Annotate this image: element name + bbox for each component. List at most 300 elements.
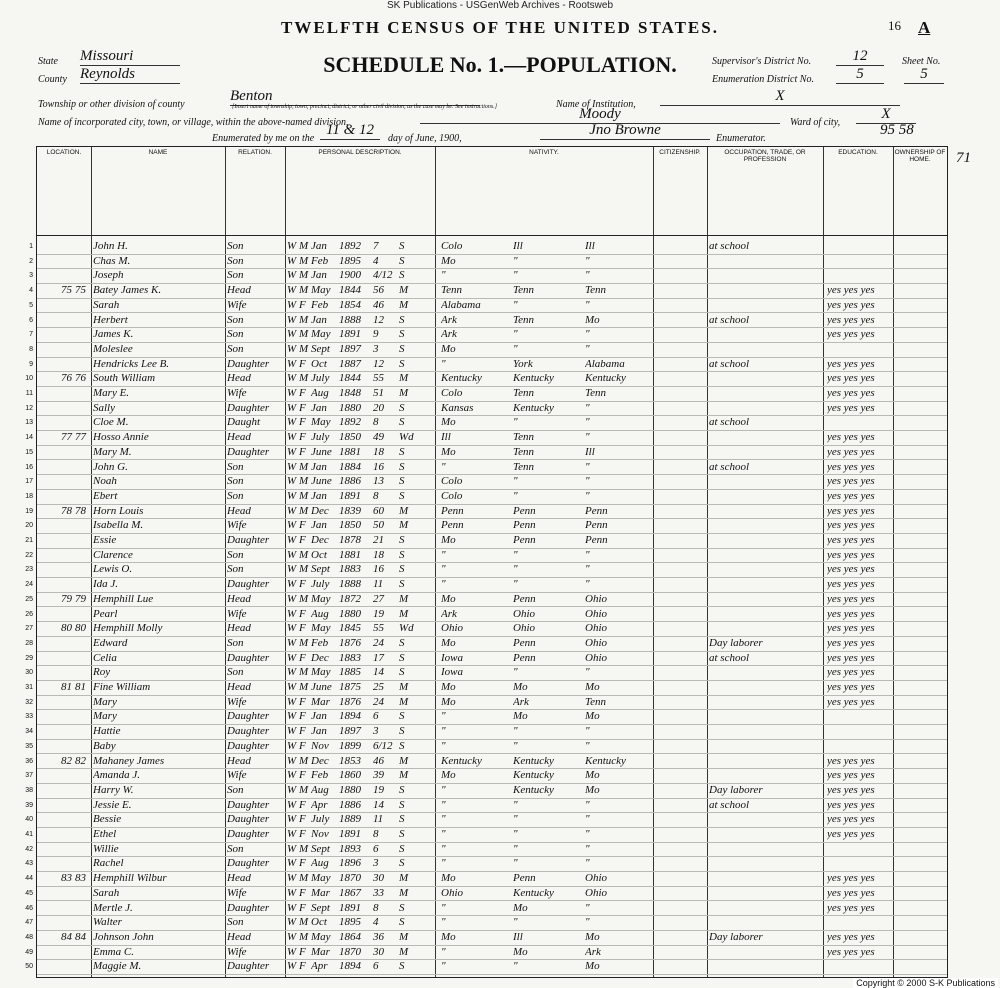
cell-birthplace: Mo bbox=[441, 681, 456, 693]
cell-birthplace: Ill bbox=[441, 431, 451, 444]
county-value: Reynolds bbox=[80, 66, 180, 84]
cell-month: Nov bbox=[311, 739, 329, 752]
cell-sex: M bbox=[299, 666, 309, 679]
table-row bbox=[25, 695, 947, 711]
cell-relation: Son bbox=[227, 783, 244, 796]
cell-year: 1891 bbox=[339, 828, 361, 840]
cell-birthplace: " bbox=[441, 960, 446, 973]
cell-month: Dec bbox=[311, 534, 329, 546]
cell-year: 1875 bbox=[339, 681, 361, 693]
cell-mother: " bbox=[585, 578, 590, 591]
cell-month: Aug bbox=[311, 857, 329, 870]
group-personal: PERSONAL DESCRIPTION. bbox=[318, 149, 402, 156]
cell-father: Ill bbox=[513, 240, 523, 252]
cell-marital: S bbox=[399, 357, 405, 370]
cell-name: Noah bbox=[93, 475, 117, 488]
cell-father: " bbox=[513, 666, 518, 679]
cell-month: June bbox=[311, 445, 332, 458]
cell-year: 1888 bbox=[339, 578, 361, 591]
cell-relation: Son bbox=[227, 916, 244, 929]
cell-mother: " bbox=[585, 798, 590, 811]
cell-father: " bbox=[513, 416, 518, 429]
table-row bbox=[25, 533, 947, 549]
cell-dwelling: 84 bbox=[61, 930, 72, 943]
cell-color: W bbox=[287, 313, 297, 326]
cell-month: July bbox=[311, 431, 330, 444]
cell-sex: F bbox=[299, 357, 306, 370]
cell-marital: M bbox=[399, 872, 409, 885]
cell-father: Kentucky bbox=[513, 401, 554, 414]
cell-month: Jan bbox=[311, 489, 327, 502]
table-row bbox=[25, 901, 947, 917]
cell-birthplace: Ohio bbox=[441, 886, 463, 899]
cell-mother: Ark bbox=[585, 945, 601, 958]
cell-marital: S bbox=[399, 666, 405, 679]
cell-marital: M bbox=[399, 945, 409, 958]
table-row bbox=[25, 518, 947, 534]
cell-year: 1883 bbox=[339, 563, 361, 576]
cell-year: 1872 bbox=[339, 592, 361, 605]
cell-sex: F bbox=[299, 798, 306, 811]
cell-sex: F bbox=[299, 725, 306, 738]
cell-no: 25 bbox=[25, 595, 33, 603]
cell-mother: Tenn bbox=[585, 284, 606, 297]
cell-year: 1839 bbox=[339, 504, 361, 517]
cell-father: " bbox=[513, 857, 518, 870]
group-ownership: OWNERSHIP OF HOME. bbox=[894, 149, 946, 163]
cell-no: 46 bbox=[25, 904, 33, 912]
cell-no: 43 bbox=[25, 860, 33, 868]
enumerator-label: Enumerator. bbox=[716, 133, 766, 144]
cell-mother: Ohio bbox=[585, 592, 607, 605]
cell-year: 1897 bbox=[339, 725, 361, 738]
cell-relation: Wife bbox=[227, 945, 247, 958]
cell-color: W bbox=[287, 960, 297, 973]
cell-marital: M bbox=[399, 298, 409, 311]
cell-marital: S bbox=[399, 240, 405, 252]
cell-edu: yes yes yes bbox=[827, 622, 875, 635]
cell-month: Aug bbox=[311, 387, 329, 399]
cell-no: 13 bbox=[25, 419, 33, 427]
cell-year: 1894 bbox=[339, 960, 361, 973]
cell-family: 79 bbox=[75, 592, 86, 605]
cell-name: Bessie bbox=[93, 813, 122, 826]
cell-age: 16 bbox=[373, 460, 384, 473]
cell-birthplace: Mo bbox=[441, 445, 456, 458]
cell-name: Lewis O. bbox=[93, 563, 133, 576]
cell-birthplace: Kansas bbox=[441, 401, 474, 414]
cell-father: Ohio bbox=[513, 607, 535, 620]
cell-year: 1887 bbox=[339, 357, 361, 370]
cell-marital: M bbox=[399, 387, 409, 399]
cell-color: W bbox=[287, 254, 297, 267]
cell-name: Moleslee bbox=[93, 342, 133, 355]
cell-marital: M bbox=[399, 754, 409, 767]
cell-age: 46 bbox=[373, 754, 384, 767]
cell-name: Isabella M. bbox=[93, 519, 144, 532]
cell-age: 18 bbox=[373, 548, 384, 561]
cell-mother: " bbox=[585, 460, 590, 473]
cell-age: 3 bbox=[373, 342, 379, 355]
cell-no: 38 bbox=[25, 786, 33, 794]
cell-month: Sept bbox=[311, 842, 330, 855]
cell-edu: yes yes yes bbox=[827, 445, 875, 458]
cell-marital: M bbox=[399, 930, 409, 943]
cell-birthplace: Mo bbox=[441, 636, 456, 649]
cell-dwelling: 78 bbox=[61, 504, 72, 517]
cell-edu: yes yes yes bbox=[827, 298, 875, 311]
state-value: Missouri bbox=[80, 48, 180, 66]
cell-relation: Son bbox=[227, 313, 244, 326]
cell-color: W bbox=[287, 783, 297, 796]
cell-relation: Daughter bbox=[227, 445, 270, 458]
cell-sex: M bbox=[299, 504, 309, 517]
cell-age: 24 bbox=[373, 636, 384, 649]
cell-age: 16 bbox=[373, 563, 384, 576]
cell-name: Celia bbox=[93, 651, 117, 664]
cell-relation: Son bbox=[227, 842, 244, 855]
cell-mother: Mo bbox=[585, 783, 600, 796]
table-row bbox=[25, 827, 947, 843]
cell-birthplace: Kentucky bbox=[441, 754, 482, 767]
cell-occupation: at school bbox=[709, 460, 750, 473]
cell-edu: yes yes yes bbox=[827, 284, 875, 297]
cell-age: 21 bbox=[373, 534, 384, 546]
cell-name: Rachel bbox=[93, 857, 124, 870]
cell-year: 1897 bbox=[339, 342, 361, 355]
institution-value: X bbox=[660, 88, 900, 106]
cell-mother: " bbox=[585, 298, 590, 311]
cell-edu: yes yes yes bbox=[827, 681, 875, 693]
cell-father: " bbox=[513, 842, 518, 855]
cell-age: 6 bbox=[373, 710, 379, 723]
cell-month: Jan bbox=[311, 269, 327, 282]
cell-age: 24 bbox=[373, 695, 384, 708]
cell-birthplace: " bbox=[441, 739, 446, 752]
cell-age: 7 bbox=[373, 240, 379, 252]
cell-relation: Head bbox=[227, 930, 251, 943]
cell-sex: F bbox=[299, 945, 306, 958]
cell-month: Mar bbox=[311, 945, 330, 958]
cell-sex: F bbox=[299, 813, 306, 826]
cell-name: Harry W. bbox=[93, 783, 134, 796]
cell-color: W bbox=[287, 504, 297, 517]
table-row bbox=[25, 371, 947, 387]
cell-no: 47 bbox=[25, 919, 33, 927]
cell-father: " bbox=[513, 548, 518, 561]
cell-no: 41 bbox=[25, 831, 33, 838]
cell-name: Mahaney James bbox=[93, 754, 165, 767]
cell-edu: yes yes yes bbox=[827, 460, 875, 473]
cell-no: 30 bbox=[25, 669, 33, 677]
cell-father: " bbox=[513, 489, 518, 502]
cell-sex: M bbox=[299, 372, 309, 385]
cell-birthplace: " bbox=[441, 548, 446, 561]
cell-sex: F bbox=[299, 695, 306, 708]
cell-year: 1895 bbox=[339, 254, 361, 267]
cell-relation: Daughter bbox=[227, 725, 270, 738]
cell-birthplace: Mo bbox=[441, 769, 456, 782]
table-row bbox=[29, 239, 947, 255]
cell-no: 45 bbox=[25, 889, 33, 897]
cell-father: " bbox=[513, 269, 518, 282]
cell-month: Aug bbox=[311, 607, 329, 620]
cell-father: Ark bbox=[513, 695, 529, 708]
cell-relation: Daughter bbox=[227, 651, 270, 664]
cell-name: Maggie M. bbox=[93, 960, 142, 973]
cell-age: 56 bbox=[373, 284, 384, 297]
cell-sex: M bbox=[299, 636, 309, 649]
cell-relation: Daughter bbox=[227, 901, 270, 914]
cell-birthplace: Tenn bbox=[441, 284, 462, 297]
table-row bbox=[25, 812, 947, 828]
cell-color: W bbox=[287, 666, 297, 679]
cell-father: Mo bbox=[513, 710, 528, 723]
cell-color: W bbox=[287, 240, 297, 252]
table-row bbox=[25, 886, 947, 902]
cell-name: Fine William bbox=[93, 681, 151, 693]
cell-father: Penn bbox=[513, 504, 536, 517]
cell-year: 1886 bbox=[339, 798, 361, 811]
cell-family: 75 bbox=[75, 284, 86, 297]
group-occupation: OCCUPATION, TRADE, OR PROFESSION bbox=[724, 149, 806, 163]
cell-edu: yes yes yes bbox=[827, 431, 875, 444]
cell-month: Mar bbox=[311, 886, 330, 899]
cell-marital: S bbox=[399, 328, 405, 341]
cell-no: 34 bbox=[25, 728, 33, 736]
table-row bbox=[29, 342, 947, 358]
cell-father: Ill bbox=[513, 930, 523, 943]
table-row bbox=[25, 460, 947, 476]
cell-no: 22 bbox=[25, 551, 33, 559]
cell-mother: Penn bbox=[585, 519, 608, 532]
cell-dwelling: 76 bbox=[61, 372, 72, 385]
census-table bbox=[25, 146, 948, 978]
cell-marital: S bbox=[399, 534, 405, 546]
cell-relation: Wife bbox=[227, 886, 247, 899]
cell-mother: Kentucky bbox=[585, 754, 626, 767]
cell-name: Baby bbox=[93, 739, 116, 752]
cell-relation: Son bbox=[227, 240, 244, 252]
cell-dwelling: 75 bbox=[61, 284, 72, 297]
cell-month: June bbox=[311, 475, 332, 488]
cell-mother: Ohio bbox=[585, 622, 607, 635]
cell-year: 1891 bbox=[339, 901, 361, 914]
cell-mother: " bbox=[585, 401, 590, 414]
cell-edu: yes yes yes bbox=[827, 901, 875, 914]
cell-year: 1885 bbox=[339, 666, 361, 679]
cell-marital: S bbox=[399, 342, 405, 355]
cell-color: W bbox=[287, 489, 297, 502]
cell-birthplace: " bbox=[441, 460, 446, 473]
cell-color: W bbox=[287, 901, 297, 914]
cell-no: 14 bbox=[25, 434, 33, 442]
cell-year: 1880 bbox=[339, 607, 361, 620]
cell-edu: yes yes yes bbox=[827, 945, 875, 958]
cell-relation: Daughter bbox=[227, 534, 270, 546]
cell-year: 1899 bbox=[339, 739, 361, 752]
cell-edu: yes yes yes bbox=[827, 475, 875, 488]
cell-birthplace: " bbox=[441, 857, 446, 870]
cell-name: Hosso Annie bbox=[93, 431, 149, 444]
cell-age: 30 bbox=[373, 945, 384, 958]
cell-birthplace: Mo bbox=[441, 254, 456, 267]
cell-sex: F bbox=[299, 519, 306, 532]
cell-relation: Daughter bbox=[227, 578, 270, 591]
table-row bbox=[25, 680, 947, 696]
cell-no: 19 bbox=[25, 507, 33, 515]
cell-sex: M bbox=[299, 460, 309, 473]
cell-marital: S bbox=[399, 313, 405, 326]
cell-father: Tenn bbox=[513, 445, 534, 458]
supervisor-value: 12 bbox=[836, 48, 884, 66]
cell-relation: Head bbox=[227, 872, 251, 885]
table-row bbox=[25, 489, 947, 505]
group-relation: RELATION. bbox=[238, 149, 272, 156]
cell-color: W bbox=[287, 916, 297, 929]
cell-father: Kentucky bbox=[513, 372, 554, 385]
cell-no: 15 bbox=[25, 448, 33, 456]
cell-no: 20 bbox=[25, 522, 33, 530]
cell-sex: M bbox=[299, 872, 309, 885]
table-row bbox=[25, 415, 947, 431]
township-note: [Insert name of township, town, precinct, district, or other civil division, as the case may be. See instructions.] bbox=[232, 104, 498, 110]
cell-family: 84 bbox=[75, 930, 86, 943]
cell-year: 1884 bbox=[339, 460, 361, 473]
cell-birthplace: Mo bbox=[441, 534, 456, 546]
cell-year: 1876 bbox=[339, 636, 361, 649]
cell-occupation: at school bbox=[709, 240, 750, 252]
cell-age: 4/12 bbox=[373, 269, 393, 282]
cell-birthplace: " bbox=[441, 578, 446, 591]
cell-month: Feb bbox=[311, 769, 329, 782]
cell-color: W bbox=[287, 445, 297, 458]
cell-age: 6 bbox=[373, 960, 379, 973]
cell-marital: S bbox=[399, 960, 405, 973]
cell-occupation: Day laborer bbox=[709, 783, 763, 796]
cell-no: 24 bbox=[25, 581, 33, 589]
cell-edu: yes yes yes bbox=[827, 828, 875, 840]
cell-relation: Head bbox=[227, 754, 251, 767]
cell-month: Sept bbox=[311, 901, 330, 914]
table-row bbox=[25, 430, 947, 446]
cell-year: 1881 bbox=[339, 548, 361, 561]
cell-marital: S bbox=[399, 578, 405, 591]
cell-edu: yes yes yes bbox=[827, 563, 875, 576]
cell-edu: yes yes yes bbox=[827, 783, 875, 796]
cell-birthplace: " bbox=[441, 901, 446, 914]
cell-year: 1896 bbox=[339, 857, 361, 870]
cell-marital: Wd bbox=[399, 622, 414, 635]
cell-father: Kentucky bbox=[513, 769, 554, 782]
cell-age: 11 bbox=[373, 578, 384, 591]
supervisor-label: Supervisor's District No. bbox=[712, 56, 812, 67]
cell-mother: Ohio bbox=[585, 886, 607, 899]
enumerator-name: Jno Browne bbox=[540, 122, 710, 140]
cell-name: Johnson John bbox=[93, 930, 154, 943]
cell-month: Jan bbox=[311, 313, 327, 326]
table-row bbox=[25, 577, 947, 593]
table-row bbox=[25, 636, 947, 652]
state-label: State bbox=[38, 56, 58, 67]
cell-father: Tenn bbox=[513, 284, 534, 297]
group-education: EDUCATION. bbox=[838, 149, 878, 156]
cell-year: 1886 bbox=[339, 475, 361, 488]
cell-marital: S bbox=[399, 254, 405, 267]
table-row bbox=[25, 945, 947, 961]
cell-age: 25 bbox=[373, 681, 384, 693]
cell-birthplace: Colo bbox=[441, 240, 463, 252]
cell-month: Dec bbox=[311, 754, 329, 767]
cell-marital: M bbox=[399, 284, 409, 297]
group-nativity: NATIVITY. bbox=[529, 149, 559, 156]
cell-month: June bbox=[311, 681, 332, 693]
cell-father: " bbox=[513, 254, 518, 267]
cell-edu: yes yes yes bbox=[827, 636, 875, 649]
cell-year: 1870 bbox=[339, 872, 361, 885]
cell-name: Sally bbox=[93, 401, 115, 414]
table-row bbox=[29, 283, 947, 299]
cell-edu: yes yes yes bbox=[827, 548, 875, 561]
cell-mother: Mo bbox=[585, 681, 600, 693]
cell-edu: yes yes yes bbox=[827, 754, 875, 767]
cell-sex: F bbox=[299, 901, 306, 914]
cell-marital: S bbox=[399, 842, 405, 855]
ward-label: Ward of city, bbox=[790, 117, 841, 128]
cell-birthplace: Ark bbox=[441, 313, 457, 326]
cell-relation: Daughter bbox=[227, 798, 270, 811]
cell-no: 31 bbox=[25, 684, 33, 691]
cell-name: Jessie E. bbox=[93, 798, 132, 811]
cell-year: 1870 bbox=[339, 945, 361, 958]
cell-month: May bbox=[311, 622, 331, 635]
cell-edu: yes yes yes bbox=[827, 695, 875, 708]
cell-relation: Wife bbox=[227, 607, 247, 620]
cell-age: 6/12 bbox=[373, 739, 393, 752]
table-row bbox=[29, 254, 947, 270]
cell-mother: Penn bbox=[585, 534, 608, 546]
cell-mother: Tenn bbox=[585, 387, 606, 399]
cell-color: W bbox=[287, 460, 297, 473]
cell-age: 60 bbox=[373, 504, 384, 517]
cell-edu: yes yes yes bbox=[827, 813, 875, 826]
cell-father: " bbox=[513, 475, 518, 488]
cell-mother: " bbox=[585, 489, 590, 502]
cell-sex: F bbox=[299, 445, 306, 458]
cell-marital: M bbox=[399, 886, 409, 899]
cell-no: 36 bbox=[25, 757, 33, 765]
cell-sex: F bbox=[299, 828, 306, 840]
cell-color: W bbox=[287, 607, 297, 620]
cell-father: Ohio bbox=[513, 622, 535, 635]
cell-sex: F bbox=[299, 387, 306, 399]
cell-family: 77 bbox=[75, 431, 86, 444]
cell-mother: " bbox=[585, 475, 590, 488]
cell-month: Apr bbox=[311, 798, 328, 811]
cell-name: Mary bbox=[93, 695, 117, 708]
cell-no: 42 bbox=[25, 845, 33, 853]
cell-year: 1850 bbox=[339, 519, 361, 532]
cell-name: James K. bbox=[93, 328, 134, 341]
cell-age: 8 bbox=[373, 828, 379, 840]
cell-edu: yes yes yes bbox=[827, 578, 875, 591]
cell-no: 17 bbox=[25, 478, 33, 486]
cell-age: 27 bbox=[373, 592, 384, 605]
cell-birthplace: Colo bbox=[441, 489, 463, 502]
cell-marital: M bbox=[399, 769, 409, 782]
cell-birthplace: Mo bbox=[441, 416, 456, 429]
cell-age: 12 bbox=[373, 357, 384, 370]
